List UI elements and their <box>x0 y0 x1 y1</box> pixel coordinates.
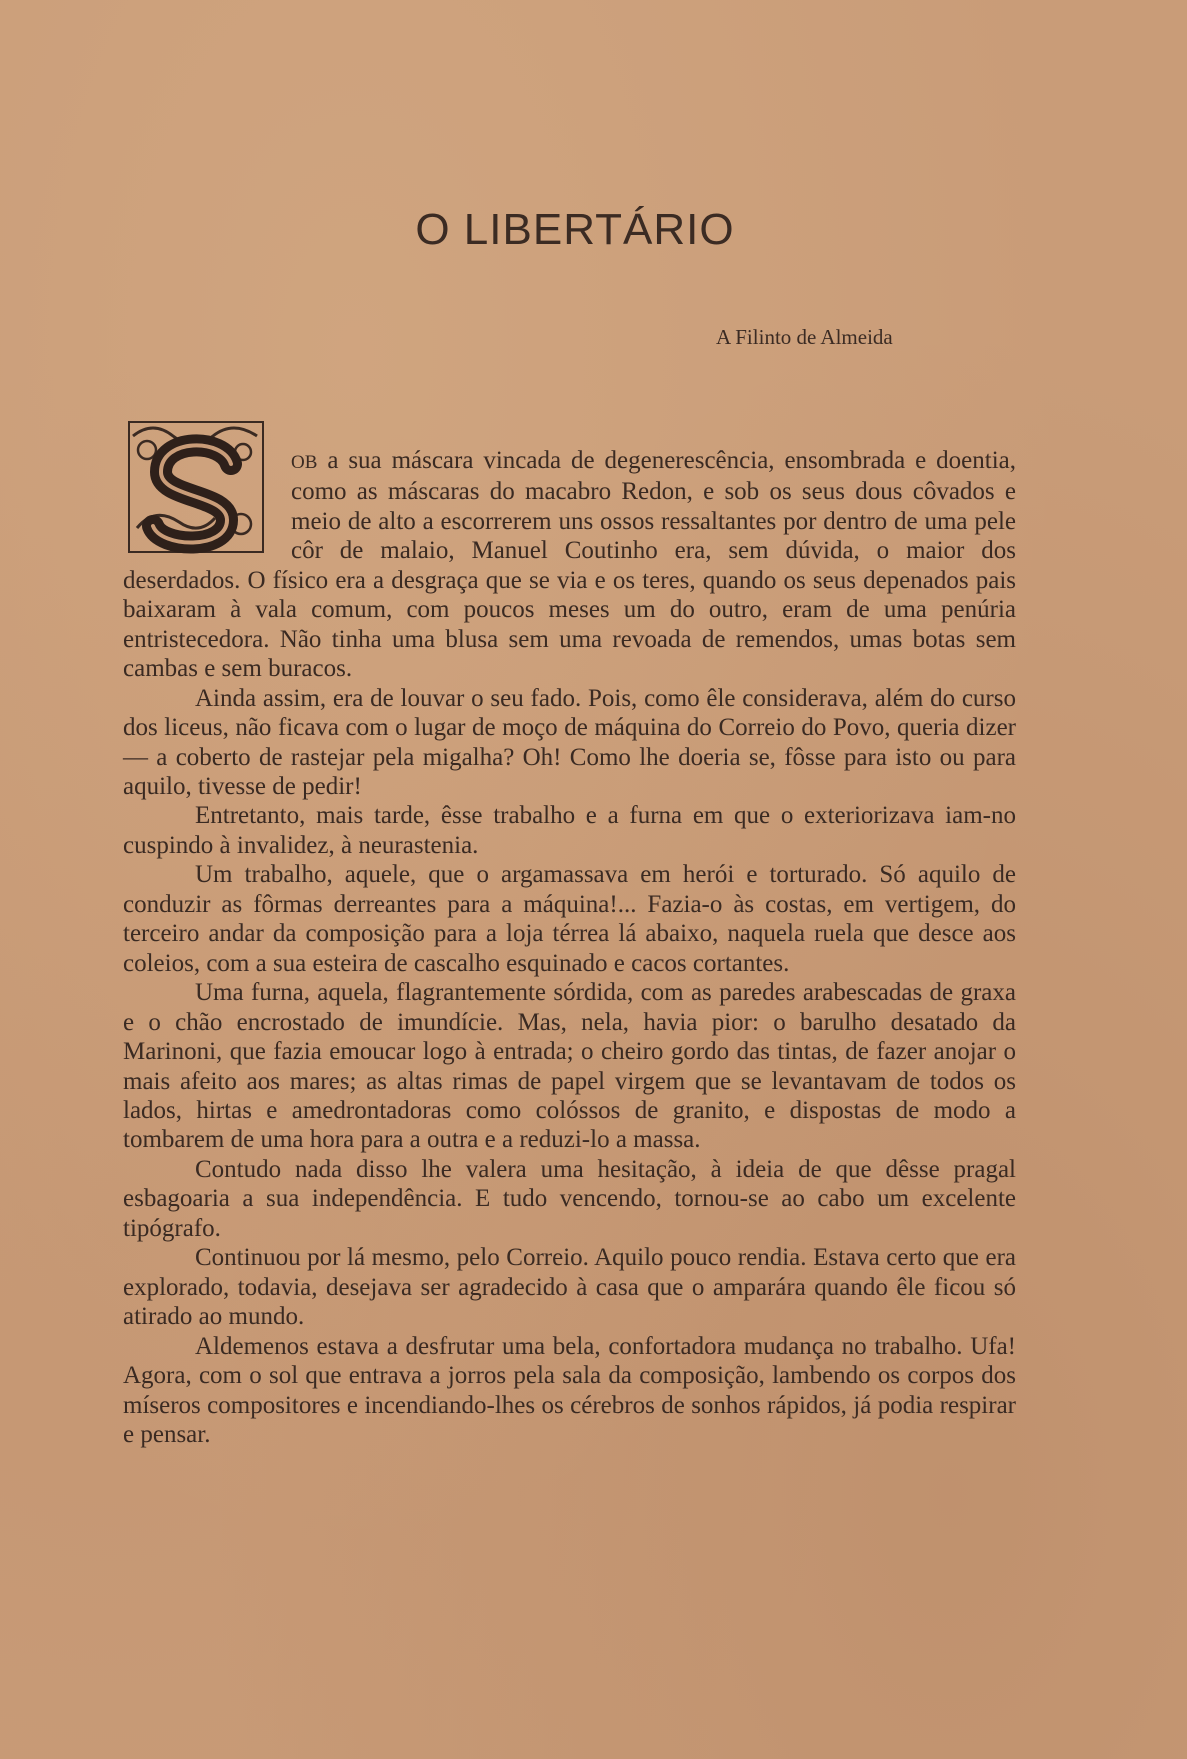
paragraph-8: Aldemenos estava a desfrutar uma bela, confortadora mudança no trabalho. Ufa! Agora, com o sol que entrava a jorros pela sala da composição, lambendo os corpos dos míseros compositores e incendiando-lhes os cérebros de sonhos rápidos, já podia respirar e pensar. <box>123 1332 1016 1448</box>
paragraph-4: Um trabalho, aquele, que o argamassava em herói e torturado. Só aquilo de conduzir as fôrmas derreantes para a máquina!... Fazia-o às costas, em vertigem, do terceiro andar da composição para a loja térrea lá abaixo, naquela ruela que desce aos coleios, com a sua esteira de cascalho esquinado e cacos cortantes. <box>123 861 1016 977</box>
chapter-title: O LIBERTÁRIO <box>415 205 735 255</box>
first-paragraph-text: a sua máscara vincada de degenerescência, ensombrada e doentia, como as máscaras do macabro Redon, e sob os seus dous côvados e meio de alto a escorrerem uns ossos ressaltantes por dentro de uma pele côr de malaio, Manuel Coutinho era, sem dúvida, o maior dos deserdados. O físico era a desgraça que se via e os teres, quando os seus depenados pais baixaram à vala comum, com poucos meses um do outro, eram de uma penúria entristecedora. Não tinha uma blusa sem uma revoada de remendos, umas botas sem cambas e sem buracos. <box>123 447 1016 683</box>
paragraph-1 <box>123 446 1016 684</box>
paragraph-7: Continuou por lá mesmo, pelo Correio. Aquilo pouco rendia. Estava certo que era explorado, todavia, desejava ser agradecido à casa que o amparára quando êle ficou só atirado ao mundo. <box>123 1244 1016 1331</box>
first-word-rest: OB <box>291 452 318 473</box>
dedication: A Filinto de Almeida <box>716 325 893 349</box>
paragraph-2: Ainda assim, era de louvar o seu fado. Pois, como êle considerava, além do curso dos liceus, não ficava com o lugar de moço de máquina do Correio do Povo, queria dizer — a coberto de rastejar pela migalha? Oh! Como lhe doeria se, fôsse para isto ou para aquilo, tivesse de pedir! <box>123 684 1016 800</box>
ornamental-drop-cap <box>123 416 269 558</box>
paragraph-5: Uma furna, aquela, flagrantemente sórdida, com as paredes arabescadas de graxa e o chão encrostado de imundície. Mas, nela, havia pior: o barulho desatado da Marinoni, que fazia emoucar logo à entrada; o cheiro gordo das tintas, de fazer anojar o mais afeito aos mares; as altas rimas de papel virgem que se levantavam de todos os lados, hirtas e amedrontadoras como colóssos de granito, e dispostas de modo a tombarem de uma hora para a outra e a reduzi-lo a massa. <box>123 979 1016 1154</box>
paragraph-6: Contudo nada disso lhe valera uma hesitação, à ideia de que dêsse pragal esbagoaria a sua independência. E tudo vencendo, tornou-se ao cabo um excelente tipógrafo. <box>123 1155 1016 1242</box>
paragraph-3: Entretanto, mais tarde, êsse trabalho e a furna em que o exteriorizava iam-no cuspindo à invalidez, à neurastenia. <box>123 802 1016 859</box>
body-text <box>123 446 1016 1449</box>
